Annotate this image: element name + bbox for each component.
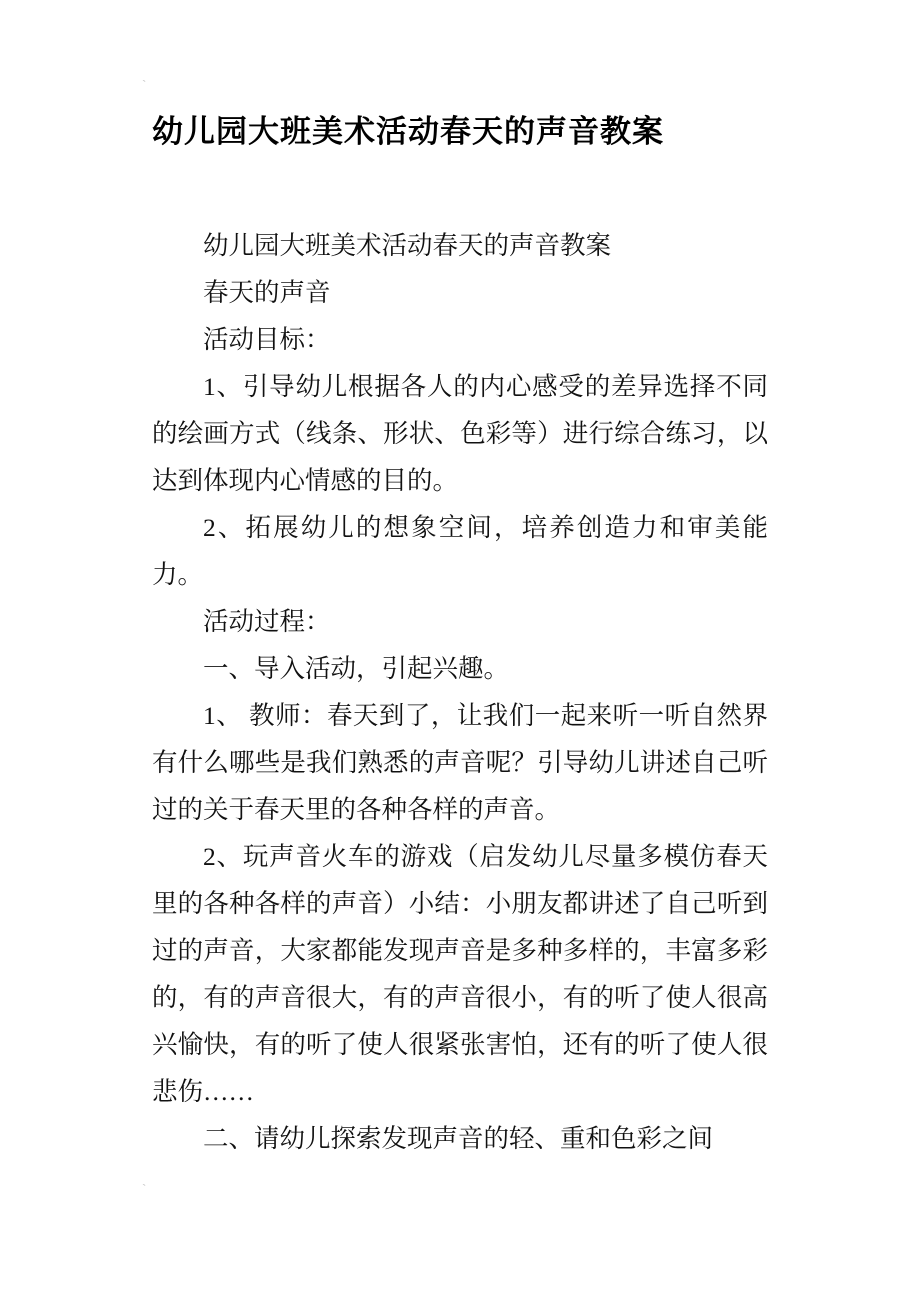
page-title: 幼儿园大班美术活动春天的声音教案 [152,114,664,149]
paragraph: 2、拓展幼儿的想象空间，培养创造力和审美能力。 [152,513,768,589]
paragraph: 一、导入活动，引起兴趣。 [203,654,510,683]
document-body [152,222,768,1162]
paragraph: 活动目标： [203,325,331,354]
paragraph: 1、 教师：春天到了，让我们一起来听一听自然界有什么哪些是我们熟悉的声音呢？引导幼儿讲述自己听过的关于春天里的各种各样的声音。 [152,701,768,824]
page-corner-mark-top-left: ` [142,77,147,92]
paragraph: 1、引导幼儿根据各人的内心感受的差异选择不同的绘画方式（线条、形状、色彩等）进行综合练习，以达到体现内心情感的目的。 [152,372,768,495]
paragraph: 春天的声音 [203,278,331,307]
paragraph: 2、玩声音火车的游戏（启发幼儿尽量多模仿春天里的各种各样的声音）小结：小朋友都讲述了自己听到过的声音，大家都能发现声音是多种多样的，丰富多彩的，有的声音很大，有的声音很小，有的听了使人很高兴愉快，有的听了使人很紧张害怕，还有的听了使人很悲伤…… [152,842,768,1106]
page-corner-mark-bottom-left: ` [142,1181,147,1196]
paragraph: 二、请幼儿探索发现声音的轻、重和色彩之间 [203,1124,714,1153]
paragraph: 幼儿园大班美术活动春天的声音教案 [203,231,612,260]
paragraph: 活动过程： [203,607,331,636]
